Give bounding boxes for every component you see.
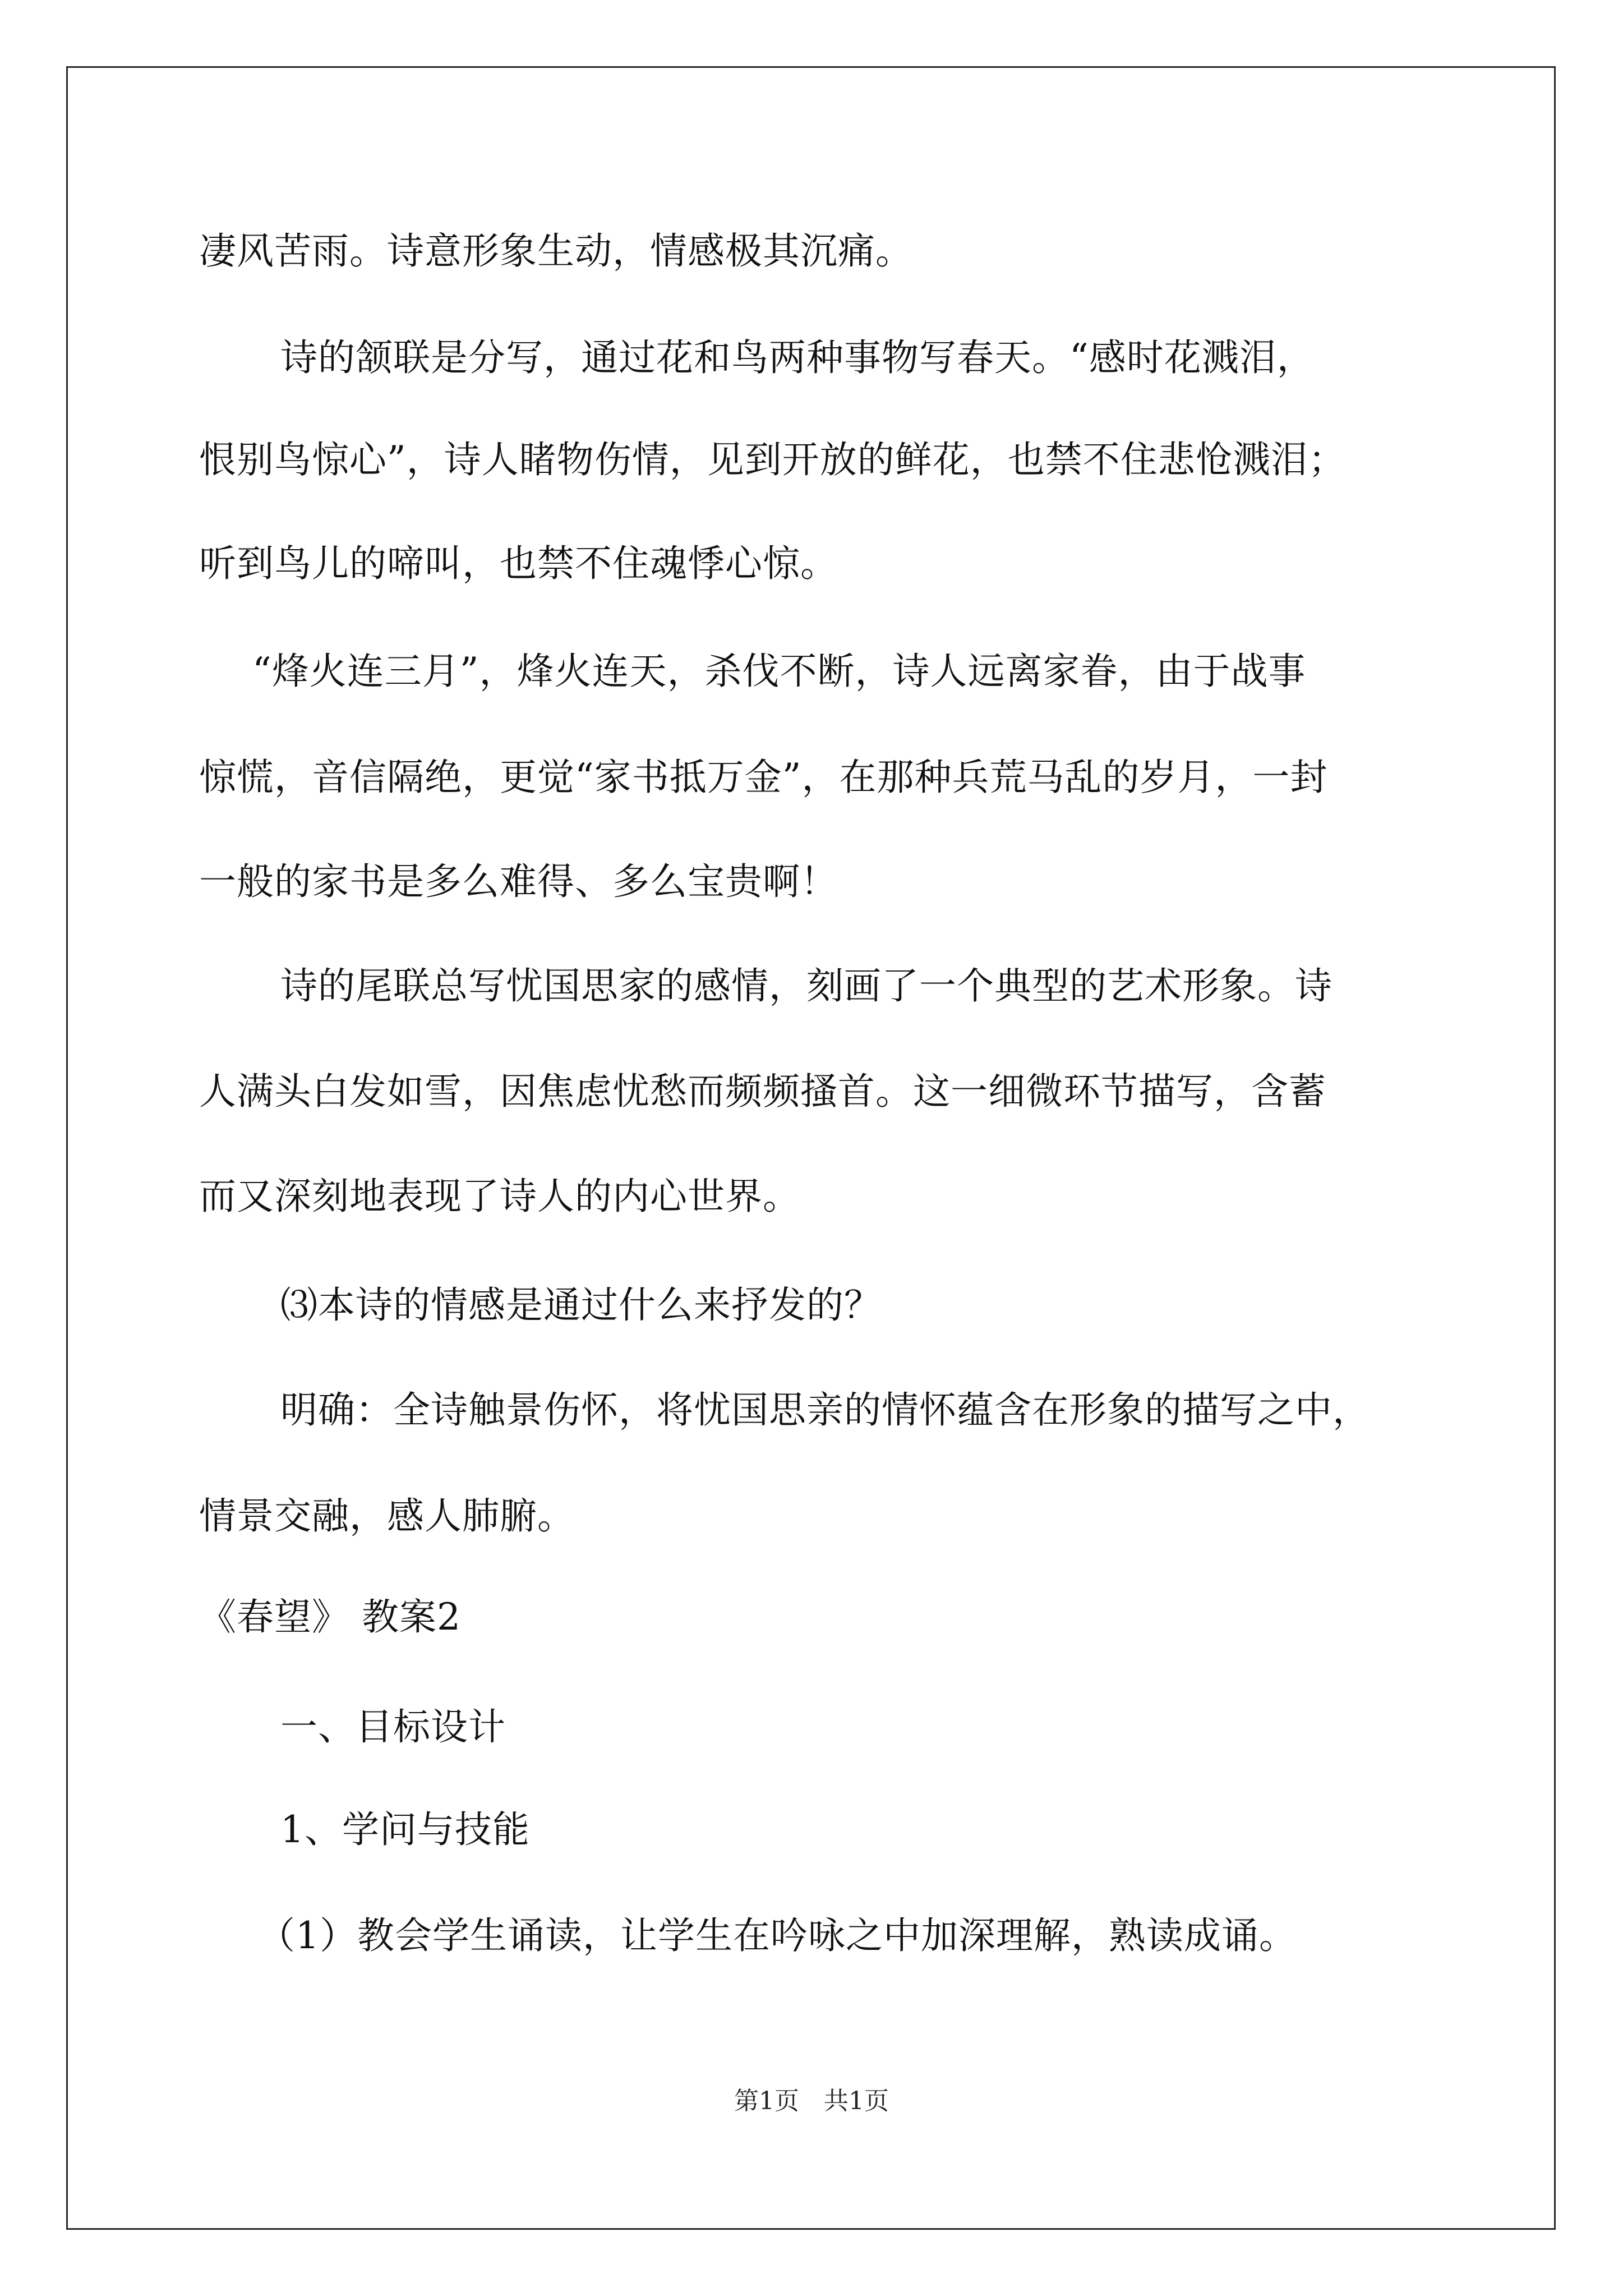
section-title: 《春望》 教案2 xyxy=(199,1595,461,1639)
text-line: ⑶本诗的情感是通过什么来抒发的？ xyxy=(280,1283,882,1327)
text-line: 惊慌，音信隔绝，更觉“家书抵万金”，在那种兵荒马乱的岁月，一封 xyxy=(199,756,1328,799)
text-line: 诗的颔联是分写，通过花和鸟两种事物写春天。“感时花溅泪， xyxy=(280,336,1315,379)
page-border xyxy=(66,66,1556,2230)
page-footer: 第1页 共1页 xyxy=(734,2087,889,2115)
text-line: 恨别鸟惊心”，诗人睹物伤情，见到开放的鲜花，也禁不住悲怆溅泪； xyxy=(199,438,1346,481)
text-line: 一般的家书是多么难得、多么宝贵啊！ xyxy=(199,860,838,903)
text-line: 凄风苦雨。诗意形象生动，情感极其沉痛。 xyxy=(199,229,913,273)
text-line: “烽火连三月”，烽火连天，杀伐不断，诗人远离家眷，由于战事 xyxy=(252,650,1306,693)
heading: 一、目标设计 xyxy=(280,1705,506,1749)
text-line: 情景交融，感人肺腑。 xyxy=(199,1494,575,1538)
text-line: 而又深刻地表现了诗人的内心世界。 xyxy=(199,1175,800,1218)
text-line: 明确：全诗触景伤怀，将忧国思亲的情怀蕴含在形象的描写之中， xyxy=(280,1388,1370,1432)
text-line: 听到鸟儿的啼叫，也禁不住魂悸心惊。 xyxy=(199,542,838,585)
text-line: 人满头白发如雪，因焦虑忧愁而频频搔首。这一细微环节描写，含蓄 xyxy=(199,1070,1326,1113)
text-line: （1）教会学生诵读，让学生在吟咏之中加深理解，熟读成诵。 xyxy=(258,1914,1297,1957)
subheading: 1、学问与技能 xyxy=(280,1808,530,1851)
text-line: 诗的尾联总写忧国思家的感情，刻画了一个典型的艺术形象。诗 xyxy=(280,964,1332,1007)
